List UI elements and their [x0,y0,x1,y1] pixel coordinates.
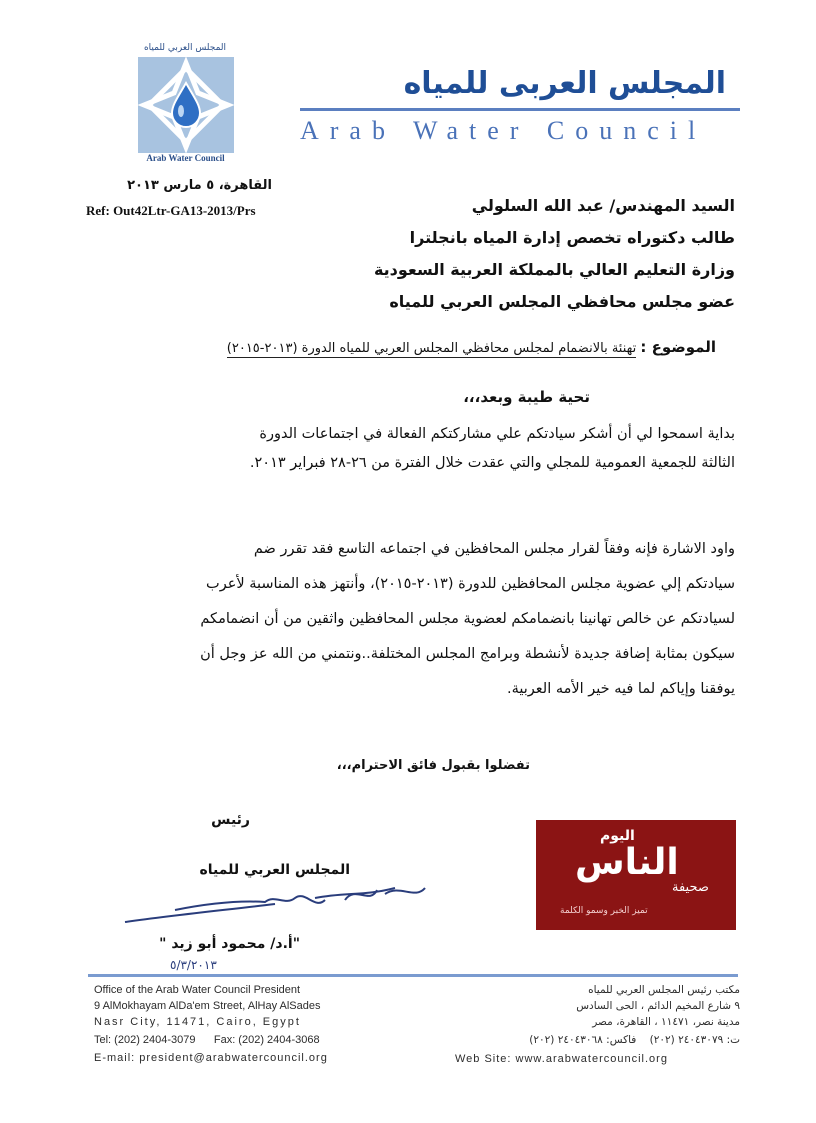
footer-en-line: 9 AlMokhayam AlDa'em Street, AlHay AlSades [94,1000,321,1012]
greeting: تحية طيبة وبعد،،، [463,388,590,406]
subject-label: الموضوع : [640,338,716,356]
signatory-org: المجلس العربي للمياه [199,862,350,878]
addressee-name: السيد المهندس/ عبد الله السلولي [471,196,735,215]
paragraph-line: سيكون بمثابة إضافة جديدة لأنشطة وبرامج المجلس المختلفة..ونتمني من الله عز وجل أن [200,646,735,662]
closing-line: تفضلوا بقبول فائق الاحترام،،، [336,758,530,773]
paragraph-line: سيادتكم إلي عضوية مجلس المحافظين للدورة (٢٠١٣-٢٠١٥)، وأنتهز هذه المناسبة لأعرب [206,576,735,592]
addressee-line-4: عضو مجلس محافظي المجلس العربي للمياه [389,292,735,311]
logo-caption-ar: المجلس العربي للمياه [143,43,227,53]
footer-ar-line: مكتب رئيس المجلس العربي للمياه [588,984,740,996]
header-divider [300,108,740,111]
signatory-name: "أ.د/ محمود أبو زيد " [159,936,300,952]
watermark-paper: صحيفة [672,880,709,895]
logo-caption-en: Arab Water Council [146,153,225,163]
paragraph-1 [85,420,735,478]
paragraph-line: واود الاشارة فإنه وفقاً لقرار مجلس المحافظين في اجتماعه التاسع فقد تقرر ضم [253,541,735,557]
footer-en-line: Office of the Arab Water Council President [94,984,301,996]
paragraph-line: يوفقنا وإياكم لما فيه خير الأمه العربية. [507,681,735,697]
subject-line [96,338,716,356]
subject-value: تهنئة بالانضمام لمجلس محافظي المجلس العربي للمياه الدورة (٢٠١٣-٢٠١٥) [226,341,637,356]
paragraph-line: لسيادتكم عن خالص تهانينا بانضمامكم لعضوية مجلس المحافظين واثقين من أن انضمامكم [200,611,735,627]
handwritten-signature [115,880,435,930]
footer-email: E-mail: president@arabwatercouncil.org [94,1052,328,1064]
footer-ar-line: ٩ شارع المخيم الدائم ، الحى السادس [576,1000,740,1012]
footer-divider [88,974,738,977]
brand-name-en: Arab Water Council [300,116,707,145]
addressee-line-2: طالب دكتوراه تخصص إدارة المياه بانجلترا [409,228,735,247]
footer-en-line: Nasr City, 11471, Cairo, Egypt [94,1016,301,1028]
footer-ar-line: ت: ٢٤٠٤٣٠٧٩ (٢٠٢) فاكس: ٢٤٠٤٣٠٦٨ (٢٠٢) [529,1034,740,1046]
signatory-title: رئيس [211,812,250,828]
handwritten-date: ٥/٣/٢٠١٣ [170,958,217,972]
footer-website: Web Site: www.arabwatercouncil.org [455,1053,668,1065]
watermark-name: الناس [575,842,679,883]
letter-date: القاهرة، ٥ مارس ٢٠١٣ [127,178,272,193]
water-drop-star-icon [138,57,234,153]
footer-en-line: Tel: (202) 2404-3079 Fax: (202) 2404-3068 [94,1034,320,1046]
watermark-tagline: تميز الخبر وسمو الكلمة [560,906,648,916]
watermark-today: اليوم [600,828,635,844]
addressee-line-3: وزارة التعليم العالي بالمملكة العربية السعودية [373,260,735,279]
reference-number: Ref: Out42Ltr-GA13-2013/Prs [86,203,256,218]
paragraph-line: الثالثة للجمعية العمومية للمجلي والتي عقدت خلال الفترة من ٢٦-٢٨ فبراير ٢٠١٣. [249,455,735,471]
paragraph-2 [85,532,735,707]
brand-name-ar: المجلس العربى للمياه [403,66,726,101]
paragraph-line: بداية اسمحوا لي أن أشكر سيادتكم علي مشاركتكم الفعالة في اجتماعات الدورة [259,426,735,442]
footer-ar-line: مدينة نصر، ١١٤٧١ ، القاهرة، مصر [592,1016,740,1028]
